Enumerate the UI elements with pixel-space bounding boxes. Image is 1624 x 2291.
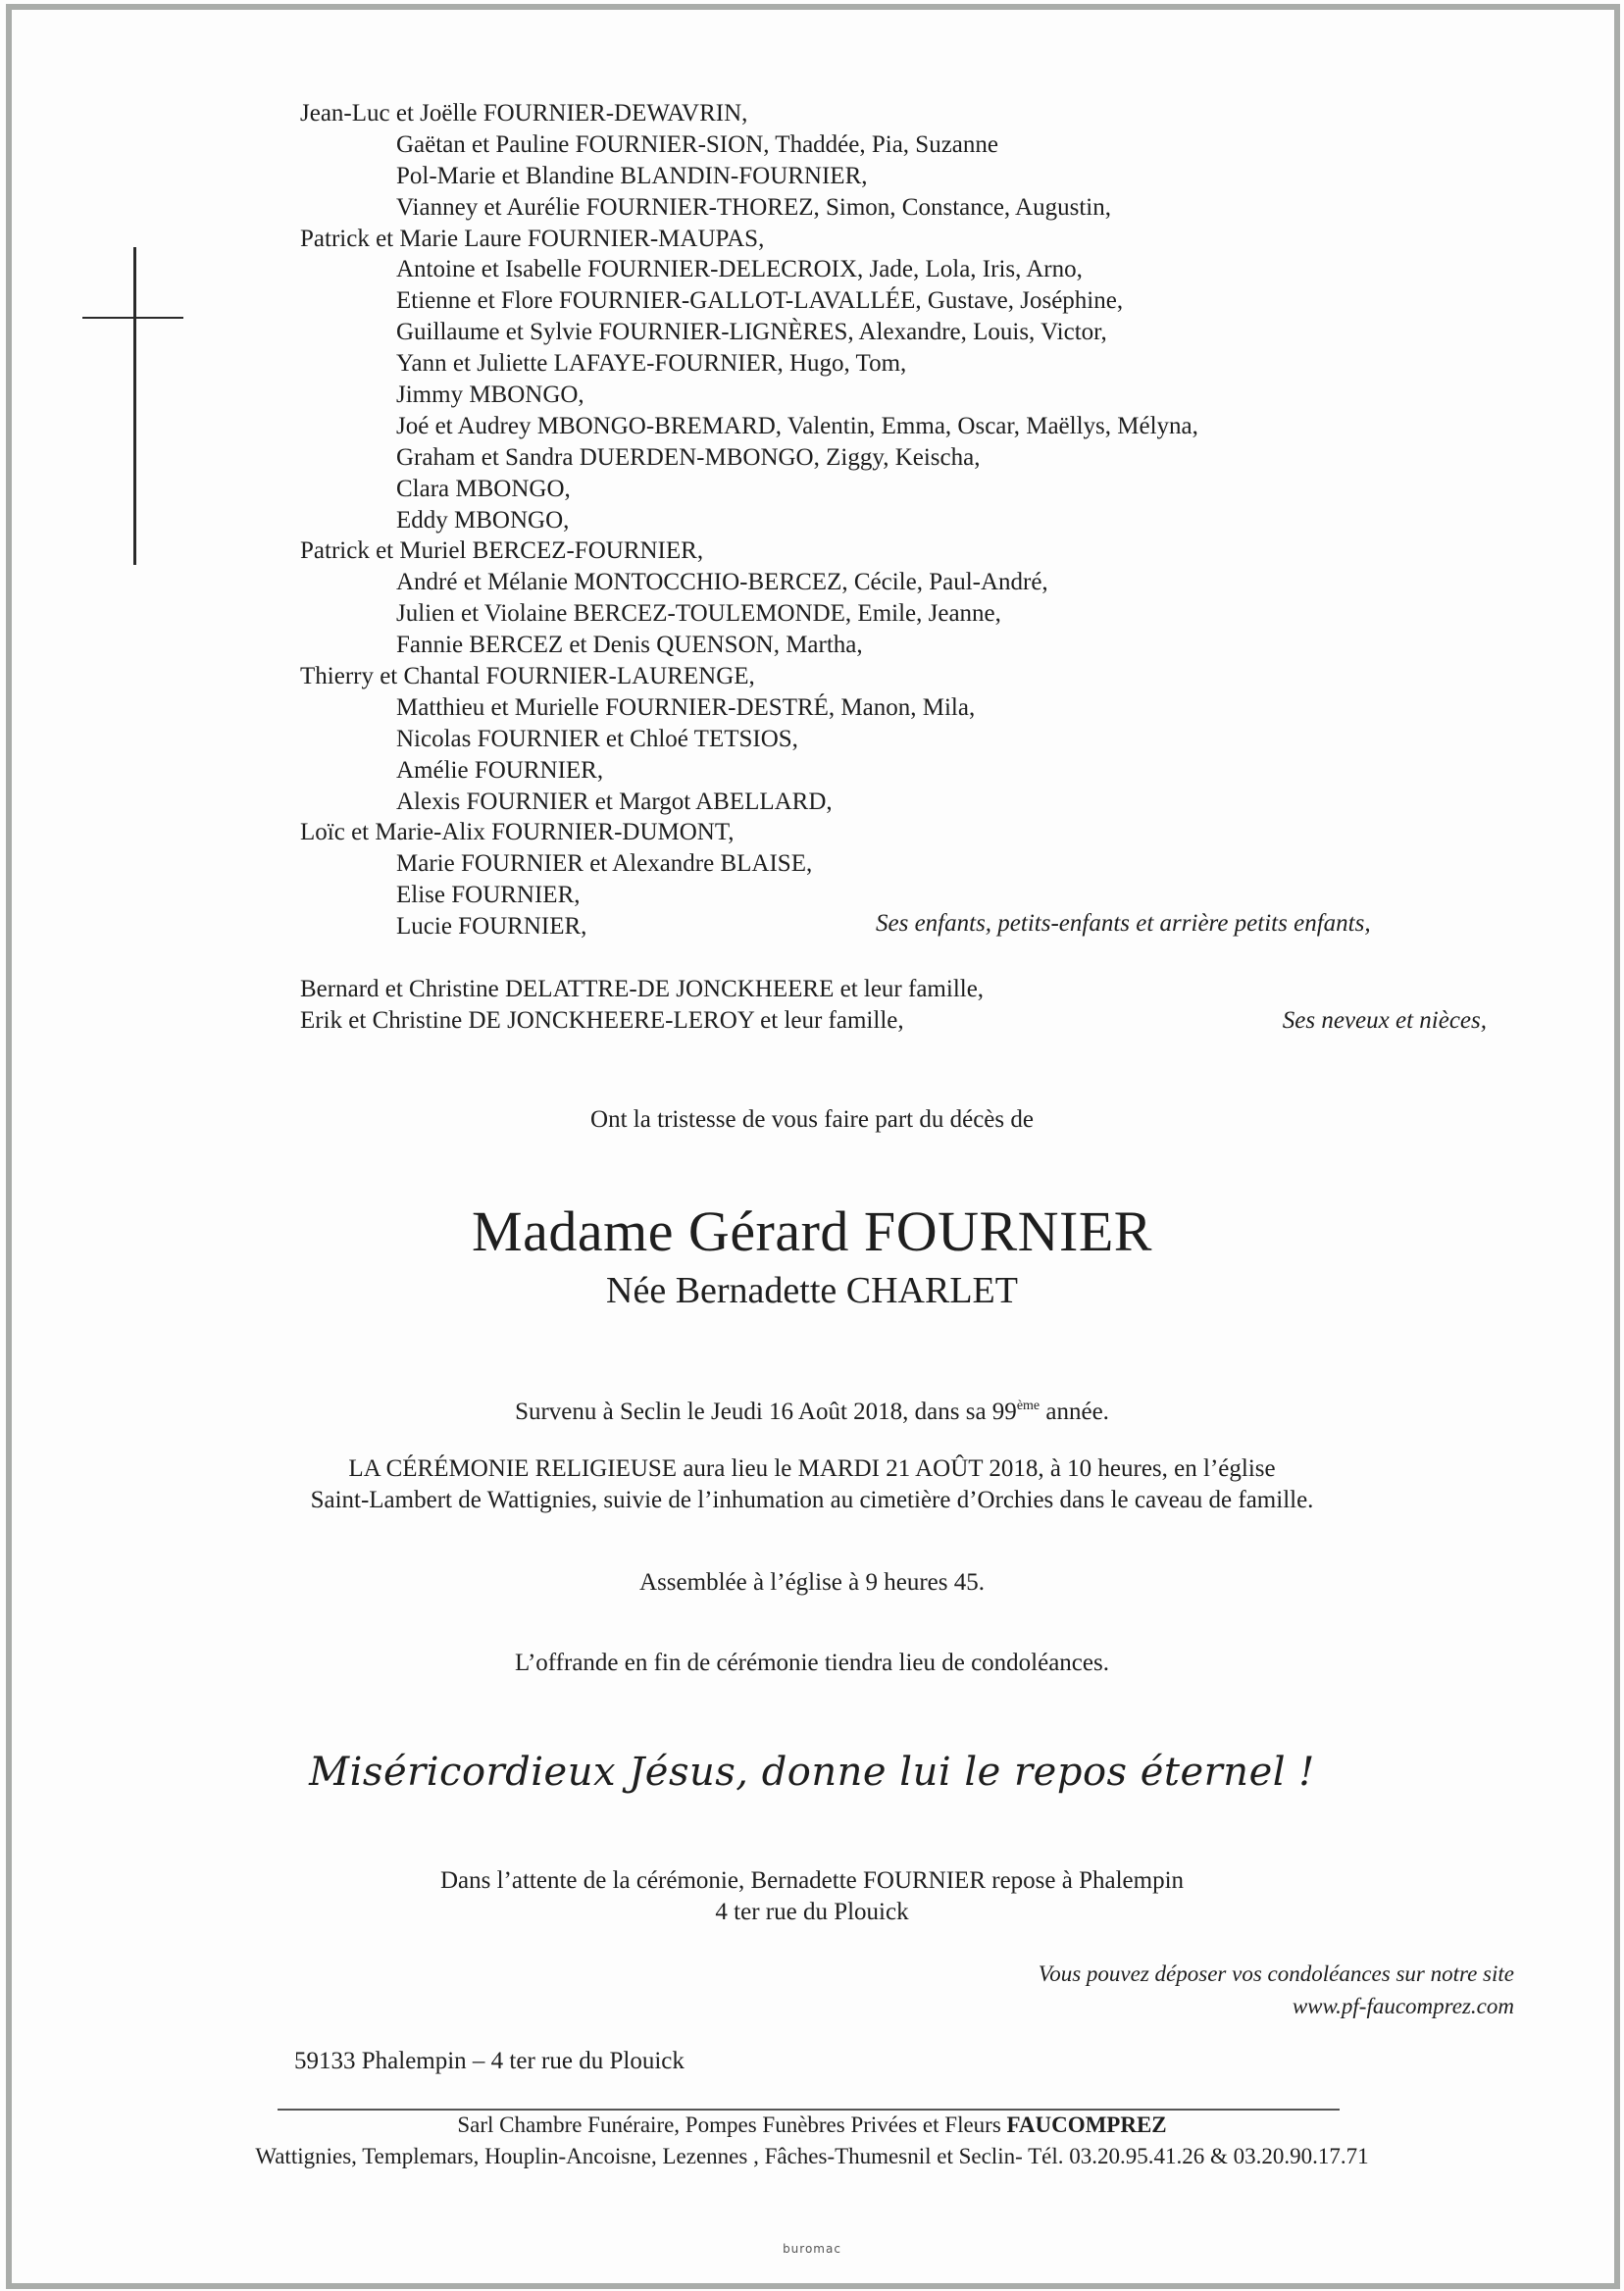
- prayer-line: Miséricordieux Jésus, donne lui le repos éternel !: [309, 1750, 1315, 1795]
- children-caption: Ses enfants, petits-enfants et arrière petits enfants,: [876, 910, 1371, 937]
- death-text: Survenu à Seclin le Jeudi 16 Août 2018, dans sa 99: [515, 1399, 1017, 1425]
- family-line: Gaëtan et Pauline FOURNIER-SION, Thaddée, Pia, Suzanne: [396, 130, 998, 158]
- nephew-line-2: Erik et Christine DE JONCKHEERE-LEROY et leur famille,: [300, 1007, 904, 1034]
- family-line: Loïc et Marie-Alix FOURNIER-DUMONT,: [300, 819, 735, 846]
- family-list: [0, 98, 1624, 942]
- condolences-note: Vous pouvez déposer vos condoléances sur notre site: [1038, 1961, 1514, 1986]
- family-line: Elise FOURNIER,: [396, 882, 581, 909]
- ceremony-line-2: Saint-Lambert de Wattignies, suivie de l’inhumation au cimetière d’Orchies dans le caveau de famille.: [310, 1487, 1314, 1513]
- family-line: Marie FOURNIER et Alexandre BLAISE,: [396, 850, 813, 878]
- family-line: Antoine et Isabelle FOURNIER-DELECROIX, Jade, Lola, Iris, Arno,: [396, 256, 1083, 283]
- family-line: Amélie FOURNIER,: [396, 756, 604, 784]
- rest-line-2: 4 ter rue du Plouick: [715, 1899, 909, 1925]
- printer-mark: buromac: [783, 2242, 841, 2256]
- offering-note: L’offrande en fin de cérémonie tiendra lieu de condoléances.: [515, 1650, 1109, 1676]
- website-link[interactable]: www.pf-faucomprez.com: [1292, 1994, 1514, 2018]
- family-line: Matthieu et Murielle FOURNIER-DESTRÉ, Manon, Mila,: [396, 693, 976, 721]
- rest-line-1: Dans l’attente de la cérémonie, Bernadette FOURNIER repose à Phalempin: [439, 1867, 1185, 1894]
- nephew-line-1: Bernard et Christine DELATTRE-DE JONCKHEERE et leur famille,: [300, 976, 985, 1002]
- death-text-end: année.: [1040, 1399, 1109, 1425]
- footer-brand: FAUCOMPREZ: [1006, 2113, 1167, 2137]
- family-line: Eddy MBONGO,: [396, 506, 570, 534]
- family-line: Pol-Marie et Blandine BLANDIN-FOURNIER,: [396, 162, 868, 189]
- maiden-name: Née Bernadette CHARLET: [606, 1270, 1018, 1311]
- death-notice: [0, 1397, 1624, 1428]
- family-line: Patrick et Marie Laure FOURNIER-MAUPAS,: [300, 225, 765, 252]
- footer-company: [0, 2113, 1624, 2138]
- deceased-name: Madame Gérard FOURNIER: [472, 1199, 1152, 1263]
- death-superscript: ème: [1016, 1399, 1040, 1413]
- family-line: Clara MBONGO,: [396, 475, 571, 502]
- family-line: Jean-Luc et Joëlle FOURNIER-DEWAVRIN,: [300, 100, 748, 127]
- family-line: Jimmy MBONGO,: [396, 382, 584, 409]
- family-line: Thierry et Chantal FOURNIER-LAURENGE,: [300, 663, 755, 690]
- family-line: Alexis FOURNIER et Margot ABELLARD,: [396, 788, 833, 815]
- family-line: Julien et Violaine BERCEZ-TOULEMONDE, Emile, Jeanne,: [396, 600, 1001, 628]
- assembly-time: Assemblée à l’église à 9 heures 45.: [639, 1569, 985, 1596]
- footer-company-text: Sarl Chambre Funéraire, Pompes Funèbres Privées et Fleurs: [457, 2113, 1007, 2137]
- family-line: Guillaume et Sylvie FOURNIER-LIGNÈRES, Alexandre, Louis, Victor,: [396, 319, 1107, 346]
- family-line: Joé et Audrey MBONGO-BREMARD, Valentin, Emma, Oscar, Maëllys, Mélyna,: [396, 412, 1198, 439]
- ceremony-line-1: LA CÉRÉMONIE RELIGIEUSE aura lieu le MARDI 21 AOÛT 2018, à 10 heures, en l’église: [348, 1455, 1276, 1482]
- footer-locations: Wattignies, Templemars, Houplin-Ancoisne, Lezennes , Fâches-Thumesnil et Seclin- Tél. 03.20.95.41.26 & 03.20.90.17.71: [255, 2144, 1369, 2168]
- family-line: Yann et Juliette LAFAYE-FOURNIER, Hugo, Tom,: [396, 350, 907, 378]
- footer-divider: [278, 2109, 1340, 2111]
- family-line: Patrick et Muriel BERCEZ-FOURNIER,: [300, 537, 704, 565]
- postal-address: 59133 Phalempin – 4 ter rue du Plouick: [294, 2048, 685, 2074]
- family-line: Etienne et Flore FOURNIER-GALLOT-LAVALLÉE, Gustave, Joséphine,: [396, 287, 1124, 315]
- family-line: Lucie FOURNIER,: [396, 913, 587, 941]
- family-line: Vianney et Aurélie FOURNIER-THOREZ, Simon, Constance, Augustin,: [396, 193, 1111, 221]
- family-line: Fannie BERCEZ et Denis QUENSON, Martha,: [396, 632, 863, 659]
- family-line: André et Mélanie MONTOCCHIO-BERCEZ, Cécile, Paul-André,: [396, 569, 1048, 596]
- family-line: Nicolas FOURNIER et Chloé TETSIOS,: [396, 725, 798, 752]
- family-line: Graham et Sandra DUERDEN-MBONGO, Ziggy, Keischa,: [396, 443, 981, 471]
- announcement: Ont la tristesse de vous faire part du décès de: [590, 1106, 1034, 1133]
- nephews-caption: Ses neveux et nièces,: [1282, 1007, 1487, 1034]
